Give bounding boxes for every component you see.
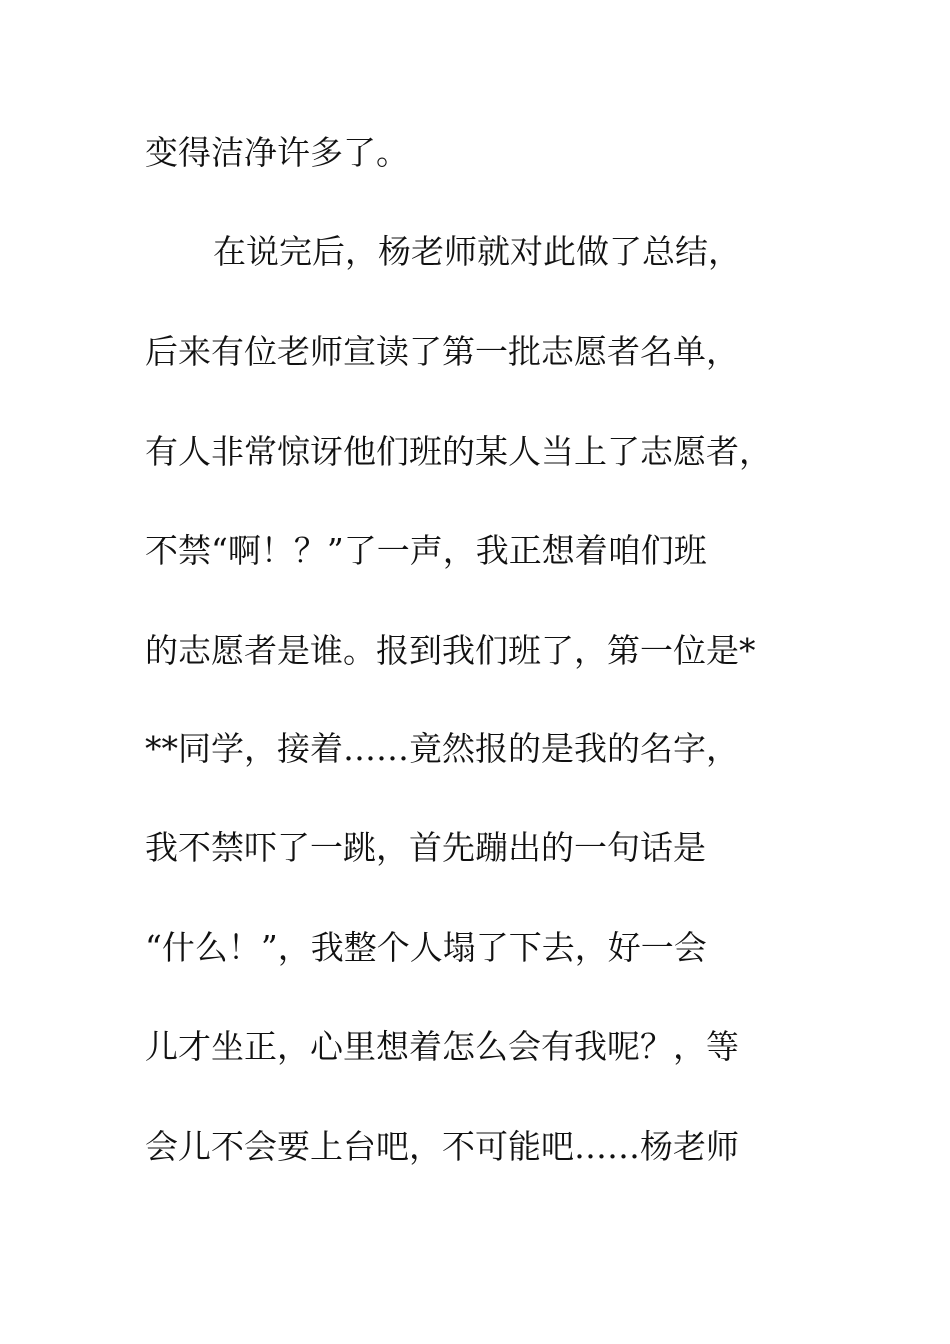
text-line-9: “什么！”，我整个人塌了下去，好一会: [145, 928, 707, 967]
text-line-7: **同学，接着……竟然报的是我的名字，: [145, 729, 739, 768]
text-line-6: 的志愿者是谁。报到我们班了，第一位是*: [145, 631, 756, 670]
text-line-8: 我不禁吓了一跳，首先蹦出的一句话是: [145, 828, 706, 867]
text-line-10: 儿才坐正，心里想着怎么会有我呢？，等: [145, 1027, 739, 1066]
text-line-5: 不禁“啊！？”了一声，我正想着咱们班: [145, 531, 707, 570]
text-line-2: 在说完后，杨老师就对此做了总结，: [213, 232, 741, 271]
text-line-11: 会儿不会要上台吧，不可能吧……杨老师: [145, 1127, 739, 1166]
text-line-3: 后来有位老师宣读了第一批志愿者名单，: [145, 332, 739, 371]
text-line-4: 有人非常惊讶他们班的某人当上了志愿者，: [145, 432, 772, 471]
text-line-1: 变得洁净许多了。: [145, 133, 409, 172]
